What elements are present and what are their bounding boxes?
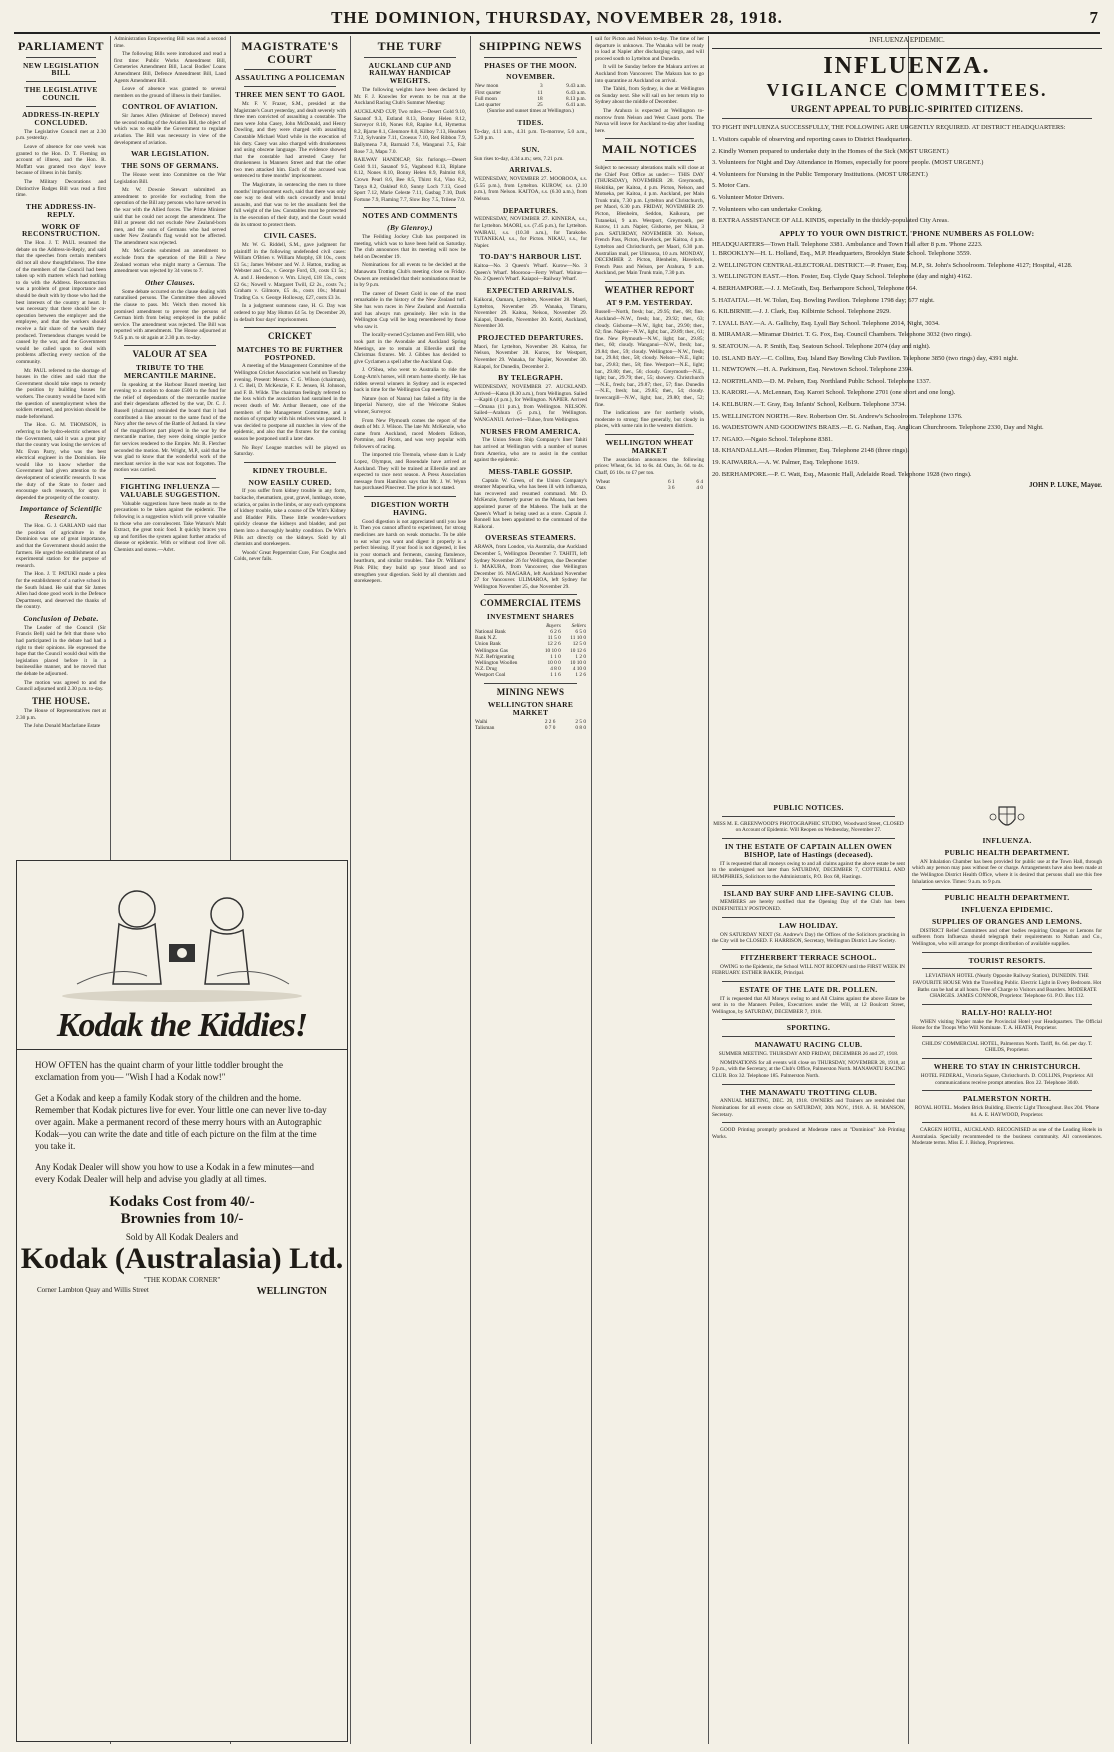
kodak-tagline: "THE KODAK CORNER" — [143, 1276, 221, 1284]
notice-heading: ISLAND BAY SURF AND LIFE-SAVING CLUB. — [723, 888, 894, 898]
brownie-price: Brownies from 10/- — [120, 1211, 244, 1227]
notice-body: IT is requested that All Moneys owing to and All Claims against the above Estate be sent in to the Manners Pollen, Executrices under the Will, at 12 Boulcott Street, Wellington, by SATURDAY, DECEMBER 7, 1918. — [712, 995, 905, 1015]
subheadline: MESS-TABLE GOSSIP. — [488, 466, 573, 476]
subheadline: NURSES FROM AMERICA. — [480, 426, 581, 436]
subheadline: CONTROL OF AVIATION. — [122, 102, 218, 112]
article-paragraph: Leave of absence for one week was granted to the Hon. D. T. Fleming on account of illness, and the Hon. R. Moffatt was granted two days' leave because of illness in his family. — [16, 144, 106, 177]
table-cell: Wellington Woollen — [475, 660, 518, 666]
article-paragraph: The locally-owned Cyclamen and Fern Hill, who took part in the Avondale and Auckland Spring Meetings, are to remain at Ellerslie until the Christmas fixtures. Mr. J. Gibbes has decided to give Cyclamen a spell after the Auckland Cup. — [354, 332, 466, 365]
hotel-ad: ROYAL HOTEL. Modern Brick Building. Electric Light Throughout. Box 204. 'Phone 84. A. E. HAYWOOD, Proprietor. — [914, 1104, 1100, 1118]
column-rule — [708, 36, 709, 1744]
subheadline: DEPARTURES. — [502, 205, 559, 215]
notice-heading: INFLUENZA. — [823, 53, 991, 79]
headline: PUBLIC NOTICES. — [773, 803, 844, 812]
notice-body: SUMMER MEETING. THURSDAY AND FRIDAY, DECEMBER 26 and 27, 1918. — [718, 1051, 899, 1058]
subheadline: MATCHES TO BE FURTHER POSTPONED. — [236, 344, 344, 362]
table-cell: Full moon — [475, 95, 497, 102]
mining-row — [474, 725, 587, 731]
notice-heading: THE MANAWATU TROTTING CLUB. — [739, 1087, 877, 1097]
article-paragraph: Some debate occurred on the clause dealing with naturalised persons. The Committee then allowed the clause to pass. Mr. Veitch then moved his promised amendment to prevent the persons of German birth from being employed in the public service. The amendment was rejected. The Bill was reported with amendments. The House adjourned at 9.45 p.m. to sit again at 2.30 p.m. to-day. — [114, 288, 226, 341]
subheadline: SUPPLIES OF ORANGES AND LEMONS. — [931, 916, 1083, 926]
article-paragraph: The career of Desert Gold is one of the most remarkable in the history of the New Zealand turf. She has won races in New Zealand and Australia and has always run genuinely. Her win in the Wellington Cup will be long remembered by those who saw it. — [354, 290, 466, 330]
kodak-price: Kodaks Cost from 40/- — [109, 1194, 255, 1210]
table-cell: 8.13 p.m. — [565, 95, 586, 102]
article-paragraph: The Leader of the Council (Sir Francis Bell) said he felt that those who had participated in the debate had had a right to their opinions. He expressed the hope that the Council would deal with the legislation placed before it in a businesslike manner, and he moved that the debate be adjourned. — [16, 624, 106, 677]
headline: SPORTING. — [786, 1023, 831, 1033]
district-item: 7. LYALL BAY.—A. A. Gallichy, Esq. Lyall Bay School. Telephone 2014, Night, 3034. — [712, 319, 940, 327]
subheadline: SUN. — [521, 144, 540, 154]
column-health-and-hotels — [912, 800, 1102, 1744]
headline: MAGISTRATE'S COURT — [241, 39, 339, 66]
subheadline: FIGHTING INFLUENZA — VALUABLE SUGGESTION. — [119, 481, 221, 499]
article-paragraph: Good digestion is not appreciated until you lose it. Then you cannot afford to experiment, for strong medicines are harsh on weak stomachs. To be able to eat what you want and digest it properly is a perfect blessing. If your food is not digested, it lies in your stomach and ferments, causing flatulence, heartburn, and similar troubles. Take Dr. Williams' Pink Pills; they build up your blood and so strengthen your digestion. Sold by all chemists and storekeepers. — [354, 518, 466, 585]
produce-table — [595, 479, 704, 491]
table-cell: N.Z. Refrigerating — [475, 653, 515, 660]
subheadline: BY TELEGRAPH. — [498, 373, 563, 383]
headline: THE TURF — [377, 39, 443, 53]
table-cell: First quarter — [475, 89, 502, 96]
table-cell: 1 1 0 — [550, 653, 561, 660]
table-cell: 3 — [539, 83, 543, 90]
table-cell: 11 5 0 — [547, 635, 561, 642]
requirement-item: 7. Volunteers who can undertake Cooking. — [712, 205, 823, 213]
table-cell: New moon — [475, 83, 499, 90]
notice-heading: ESTATE OF THE LATE DR. POLLEN. — [739, 984, 878, 994]
subheadline: MINING NEWS — [496, 686, 565, 697]
district-item: 4. BERHAMPORE.—J. J. McGrath, Esq. Berhampore School, Telephone 664. — [712, 285, 918, 293]
article-paragraph: The Tahiti, from Sydney, is due at Wellington on Sunday next. She will sail on her return trip to Sydney about the middle of December. — [595, 86, 704, 106]
subheadline: AT 9 P.M. YESTERDAY. — [606, 298, 693, 308]
notice-heading: PALMERSTON NORTH. — [962, 1094, 1052, 1104]
kodak-paragraph: HOW OFTEN has the quaint charm of your little toddler brought the exclamation from you— "Wish I had a Kodak now!" — [35, 1060, 284, 1082]
subheadline: EXPECTED ARRIVALS. — [486, 286, 575, 296]
column-shipping-continued — [595, 36, 704, 1744]
kodak-city: WELLINGTON — [256, 1286, 327, 1297]
notice-body: NOMINATIONS for all events will close on THURSDAY, NOVEMBER 28, 1918, at 9 p.m., with the Secretary, at the Club's Office, Palmerston North. MANAWATU RACING CLUB. Box 32. Telephone 185. Palmerston North. — [712, 1059, 905, 1079]
subheadline: COMMERCIAL ITEMS — [479, 598, 582, 609]
apply-heading: APPLY TO YOUR OWN DISTRICT. 'PHONE NUMBERS AS FOLLOW: — [779, 228, 1035, 238]
article-paragraph: The Hon. J. T. PATUKI made a plea for the establishment of a native school in the South Island. He said that Sir James Allen had done good work in the Defence Department, and deserved the thanks of the country. — [16, 571, 106, 611]
article-paragraph: The Feilding Jockey Club has postponed its meeting, which was to have been held on Saturday. The club announces that its meeting will now be held on December 19. — [354, 234, 466, 260]
districts-list — [712, 249, 1102, 479]
table-cell: N.Z. Drug — [475, 666, 497, 673]
headline: MAIL NOTICES — [601, 142, 698, 157]
article-paragraph: Subject to necessary alterations mails will close at the Chief Post Office as under:— THIS DAY (THURSDAY), NOVEMBER 28. Greymouth, Hokitika, per Kaitoa, 4 p.m. Picton, Nelson, and Motueka, per Kaitoa, 4 p.m. Auckland, per Main Trunk train, 7.30 p.m. Lyttelton and Christchurch, per Maori, 6.30 p.m. FRIDAY, NOVEMBER 29. Picton, Blenheim, Seddon, Kaikoura, per Tutanekai, 9 a.m. Westport, Greymouth, per Kurow, 11 a.m. Napier, Gisborne, per Nikau, 3 p.m. SATURDAY, NOVEMBER 30. Nelson, French Pass, Picton, Havelock, per Kaitoa, 4 p.m. Lyttelton and Christchurch, per Maori, 6.30 p.m. Australian mail, per Ulimaroa, 10 a.m. MONDAY, DECEMBER 2. Picton, Blenheim, Havelock, French Pass and Nelson, per Arahura, 9 a.m. Auckland, per Main Trunk train, 7.30 p.m. — [595, 164, 704, 277]
column-rule — [591, 36, 592, 1744]
article-paragraph: Mr. PAUL referred to the shortage of houses in the cities and said that the Government should take steps to remedy the position by building houses for workers. The country would be faced with the question of unemployment when the soldiers returned, and provision should be made beforehand. — [16, 367, 106, 420]
article-paragraph: In a judgment summons case, H. G. Day was ordered to pay May Hutton £4 5s. by December 20, in default four days' imprisonment. — [234, 303, 346, 323]
article-paragraph: The association announces the following prices: Wheat, 6s. 1d. to 6s. 4d. Oats, 3s. 6d. to 4s. Chaff, £6 10s. to £7 per ton. — [595, 456, 704, 476]
table-cell: 6 2 6 — [550, 628, 561, 635]
district-item: 16. WADESTOWN AND GOODWIN'S BRAES.—E. G. Nathan, Esq. Anglican Churchroom. Telephone 2330, Day and Night. — [712, 424, 1044, 432]
column-the-turf — [354, 36, 466, 1744]
table-cell: 6.43 a.m. — [566, 89, 586, 96]
notice-heading: MANAWATU RACING CLUB. — [754, 1040, 863, 1050]
headline: SHIPPING NEWS — [479, 39, 582, 53]
subheadline: THE HOUSE. — [31, 695, 90, 706]
article-paragraph: It will be Sunday before the Makura arrives at Auckland from Vancouver. The Makura has to go into quarantine at Auckland on arrival. — [595, 64, 704, 84]
masthead-title: THE DOMINION, THURSDAY, NOVEMBER 28, 1918. — [331, 8, 783, 27]
signoff: JOHN P. LUKE, Mayor. — [1029, 481, 1102, 490]
district-item: 18. KHANDALLAH.—Roden Plimmer, Esq. Telephone 2148 (three rings). — [712, 447, 910, 455]
notice-appeal: URGENT APPEAL TO PUBLIC-SPIRITED CITIZENS. — [790, 104, 1024, 114]
table-cell: Talisman — [475, 725, 495, 731]
article-paragraph: If you suffer from kidney trouble in any form, backache, rheumatism, gout, gravel, lumbago, stone, sciatica, or pains in the limbs, or any such symptoms of kidney trouble, take a course of De Witt's Kidney and Bladder Pills. These little wonder-workers quickly cleanse the kidneys and bladder, and put them into a thoroughly healthy condition. De Witt's Pills act directly on the kidneys. Sold by all chemists and storekeepers. — [234, 488, 346, 548]
requirements-list — [712, 135, 1102, 226]
article-paragraph: Valuable suggestions have been made as to the precautions to be taken against the epidemic. The following is a suggestion which will prove valuable to those who are convalescent. Take Watson's Malt Extract, the great tonic food. It quickly braces you up and fortifies the system against further attacks of disease or epidemic. With or without cod liver oil. Chemists and stores.—Advt. — [114, 500, 226, 553]
kodak-paragraph: Any Kodak Dealer will show you how to use a Kodak in a few minutes—and every Kodak Dealer will help and advise you gladly at all times. — [35, 1162, 314, 1184]
subheadline: Conclusion of Debate. — [23, 613, 99, 623]
article-paragraph: Maori, for Lyttelton, November 28. Kaitoa, for Nelson, November 28. Kurow, for Westport, November 29. Wanaka, for Napier, November 30. Kaiapoi, for Dunedin, December 2. — [474, 343, 587, 370]
subheadline: KIDNEY TROUBLE. — [252, 465, 328, 475]
article-paragraph: The Union Steam Ship Company's liner Tahiti has arrived at Wellington with a number of nurses from America, who are to assist in the combat against the epidemic. — [474, 437, 587, 464]
article-paragraph: No Boys' League matches will be played on Saturday. — [234, 444, 346, 458]
subheadline: ARRIVALS. — [509, 165, 552, 175]
district-item: 13. KARORI.—A. McLennan, Esq. Karori School. Telephone 2701 (one short and one long). — [712, 389, 956, 397]
kodak-paragraph: Get a Kodak and keep a family Kodak story of the children and the home. Remember that Kodak pictures live for ever. Your little one can never live to-day over again. Make a permanent record of these merry hours with an Autographic Kodak—you can write the date and title of each picture on the film at the time you take it. — [35, 1093, 327, 1151]
article-paragraph: The Military Decorations and Distinctive Badges Bill was read a first time. — [16, 179, 106, 199]
moon-phases-table — [474, 83, 587, 108]
table-cell: 1 2 6 — [575, 672, 586, 679]
kodak-headline: Kodak the Kiddies! — [56, 1007, 308, 1044]
table-cell: 10 0 0 — [547, 660, 561, 666]
article-paragraph: The Hon. G. M. THOMSON, in referring to the hydro-electric schemes of the Government, said it was a great pity that the country was losing the services of Mr. Evan Parry, who was the best electrical engineer in the Dominion. He would like to know whether the Government had given attention to the development of scientific research. It was the duty of the State to foster and encourage such research, for upon it depended the prosperity of the country. — [16, 422, 106, 501]
subheadline: Importance of Scientific Research. — [19, 504, 103, 522]
page-number: 7 — [1089, 8, 1098, 27]
headline: PARLIAMENT — [17, 39, 105, 53]
table-cell: 1 1 6 — [550, 672, 561, 679]
article-paragraph: The John Donald Macfarlane Estate — [24, 723, 101, 730]
article-paragraph: (Sunrise and sunset times at Wellington.) — [487, 108, 574, 115]
headline: PUBLIC HEALTH DEPARTMENT. — [944, 847, 1070, 857]
subheadline: CIVIL CASES. — [263, 231, 317, 241]
notice-subheading: VIGILANCE COMMITTEES. — [766, 80, 1048, 100]
byline: (By Glenroy.) — [387, 223, 433, 233]
notice-intro: TO FIGHT INFLUENZA SUCCESSFULLY, THE FOLLOWING ARE URGENTLY REQUIRED. AT DISTRICT HEADQUARTERS: — [712, 124, 1066, 132]
article-paragraph: Nominations for all events to be decided at the Manawatu Trotting Club's meeting close on Friday. Owners are reminded that their nominations must be in by 9 p.m. — [354, 262, 466, 289]
subheadline: Other Clauses. — [144, 277, 196, 287]
column-public-notices — [712, 800, 905, 1744]
notice-studio: MISS M. E. GREENWOOD'S PHOTOGRAPHIC STUDIO, Woodward Street, CLOSED on Account of Epidemic. Will Reopen on Wednesday, November 27. — [713, 820, 904, 834]
article-paragraph: The imported trio Tremola, whose dam is Lady Lopez, Olympus, and Rosendale have arrived at Auckland. They will be trained at Ellerslie and are expected to race next season. A Press Association message from Hamilton says that Mr. J. W. Wynn has purchased Pinecrest. The price is not stated. — [354, 452, 466, 492]
hotel-ad: WHEN visiting Napier make the Provincial Hotel your Headquarters. The Official Home for the Troops Who Will Nominate. T. A. HEATH, Proprietor. — [912, 1018, 1102, 1032]
kodak-company: Kodak (Australasia) Ltd. — [20, 1242, 344, 1275]
subheadline: PROJECTED DEPARTURES. — [477, 332, 584, 342]
subheadline: INFLUENZA EPIDEMIC. — [961, 905, 1053, 914]
table-cell: Bank N.Z. — [475, 635, 498, 642]
article-paragraph: Leave of absence was granted to several members on the ground of illness in their families. — [114, 86, 226, 99]
subheadline: OVERSEAS STEAMERS. — [485, 533, 576, 543]
hotel-ad: CHILDS' COMMERCIAL HOTEL, Palmerston North. Tariff, 8s. 6d. per day. T. CHILDS, Proprietor. — [921, 1040, 1093, 1054]
district-item: 17. NGAIO.—Ngaio School. Telephone 8381. — [712, 435, 833, 443]
district-item: 5. HATAITAI.—H. W. Tolan, Esq. Bowling Pavilion. Telephone 1798 day; 677 night. — [712, 296, 935, 304]
notice-body: DISTRICT Relief Committees and other bodies requiring Oranges or Lemons for sufferers from Influenza should telegraph their requirements to Nathan and Co., Wellington, who will arrange for prompt distribution of available supplies. — [912, 927, 1102, 947]
subheadline: ADDRESS-IN-REPLY CONCLUDED. — [22, 110, 100, 127]
table-cell: 2 2 6 — [544, 718, 556, 725]
column-parliament — [16, 36, 106, 852]
table-header-cell: Sellers — [571, 622, 586, 629]
table-cell: 4 8 0 — [550, 666, 561, 673]
article-paragraph: Kaitoa—No. 3 Queen's Wharf. Kurow—No. 3 Queen's Wharf. Moorooa—Ferry Wharf. Wairau—No. 2 Queen's Wharf. Kaiapoi—Railway Wharf. — [474, 263, 587, 283]
table-cell: 3 6 — [667, 484, 675, 491]
article-paragraph: J. O'Shea, who went to Australia to ride the Long-Arm's horses, will return home shortly. He has ridden several winners in Sydney and is expected back in time for the Wellington Cup meeting. — [354, 367, 466, 394]
notice-body: ON SATURDAY NEXT (St. Andrew's Day) the Offices of the Solicitors practising in the City will be CLOSED. F. HARRISON, Secretary, Wellington District Law Society. — [712, 931, 905, 945]
table-cell: 6.41 a.m. — [566, 101, 586, 108]
article-paragraph: The House went into Committee on the War Legislation Bill. — [114, 171, 226, 185]
article-paragraph: Mr. McCombs submitted an amendment to exclude from the operation of the Bill a New Zealand woman who might marry a German. The amendment was rejected by 34 votes to 7. — [114, 248, 226, 275]
table-cell: 6 1 — [667, 478, 675, 485]
notice-heading: LAW HOLIDAY. — [779, 920, 838, 930]
article-paragraph: The Legislative Council met at 2.30 p.m. yesterday. — [16, 128, 106, 142]
table-cell: 10 12 6 — [570, 647, 586, 654]
subheadline: WORK OF RECONSTRUCTION. — [21, 221, 101, 239]
article-paragraph: The indications are for northerly winds, moderate to strong; fine generally, but cloudy in places, with some rain in the western districts. — [595, 410, 704, 430]
notice-heading: FITZHERBERT TERRACE SCHOOL. — [740, 952, 877, 962]
section-label: INFLUENZA EPIDEMIC. — [869, 36, 945, 44]
article-paragraph: The motion was agreed to and the Council adjourned until 2.30 p.m. to-day. — [16, 679, 106, 693]
article-paragraph: The Hon. J. T. PAUL resumed the debate on the Address-in-Reply, and said that the speeches from certain members did not all show thoughtfulness. The time of the members of the Council had been taken up with matters which had nothing to do with the Address. Reconstruction was a problem of great importance and should be dealt with by those who had the best interests of the country at heart. It was necessary that there should be co-operation between the employer and the employee, and that the workers should receive a fair share of the wealth they produced. Tremendous changes would be caused by the war, and the Government would be called upon to deal with problems affecting every section of the community. — [16, 240, 106, 365]
district-item: 2. WELLINGTON CENTRAL-ELECTORAL DISTRICT.—P. Fraser, Esq., M.P., St. John's Schoolroom. Telephone 4127; Hospital, 4128. — [712, 261, 1073, 269]
subheadline: INVESTMENT SHARES — [486, 611, 575, 621]
requirement-item: 5. Motor Cars. — [712, 182, 750, 190]
article-paragraph: AUCKLAND CUP, Two miles.—Desert Gold 9.10, Sasanof 9.3, Estland 8.13, Bonny Helen 8.12, Surveyor 8.10, Nones 8.8, Rapine 8.4, Hymettus 8.2, Bjarne 8.1, Glenmore 8.0, Kilboy 7.13, Hearken 7.12, Sylvanite 7.11, Croesus 7.10, Red Ribbon 7.9, Ballymena 7.8, Barmaid 7.6, Wanganui 7.5, Fair Rose 7.3, Mapu 7.0. — [354, 109, 466, 155]
notice-heading: WHERE TO STAY IN CHRISTCHURCH. — [933, 1062, 1081, 1072]
district-item: 15. WELLINGTON NORTH.—Rev. Robertson Orr. St. Andrew's Schoolroom. Telephone 1376. — [712, 412, 963, 420]
table-cell: 4 0 — [696, 484, 703, 491]
district-item: 1. BROOKLYN—H. L. Holland, Esq., M.P. Headquarters, Brooklyn State School. Telephone 3559. — [712, 250, 972, 258]
notice-body: OWING to the Epidemic, the School WILL NOT REOPEN until the FIRST WEEK IN FEBRUARY. ESTHER BAKER, Principal. — [712, 963, 905, 977]
table-cell: National Bank — [475, 628, 506, 635]
requirement-item: 1. Visitors capable of observing and reporting cases to District Headquarters. — [712, 136, 912, 144]
district-item: 8. MIRAMAR.—Miramar District. T. G. Fox, Esq. Council Chambers. Telephone 3032 (two rings). — [712, 331, 972, 339]
subheadline: NOW EASILY CURED. — [248, 477, 332, 487]
article-paragraph: Nature (son of Nanna) has failed a fifty in the Imperial Nursery, sire of the Welcome Stakes winner, Surveyor. — [354, 395, 466, 415]
article-paragraph: Sun rises to-day, 4.34 a.m.; sets, 7.21 p.m. — [474, 155, 564, 162]
subheadline: CRICKET — [267, 331, 313, 342]
table-cell: Union Bank — [475, 641, 501, 648]
coat-of-arms-icon — [987, 803, 1027, 833]
subheadline: AUCKLAND CUP AND RAILWAY HANDICAP WEIGHTS. — [368, 60, 452, 86]
article-paragraph: The Magistrate, in sentencing the men to three months' imprisonment each, said that there was only one way to deal with such cowardly and brutal assaults, and that was to let the assailants feel the full weight of the law. Constables must be protected in the execution of their duty, and the Court would do its utmost to protect them. — [234, 182, 346, 228]
masthead — [14, 6, 1100, 34]
article-paragraph: Captain W. Green, of the Union Company's steamer Mapourika, who has been ill with influenza, has recovered and resumed command. Mr. D. McKenzie, formerly purser on the Moana, has been appointed purser of the Maheno. The hulk at the Queen's Wharf is being used as a store. Captain J. Bonnell has been appointed to the command of the Kaikorai. — [474, 477, 587, 530]
district-item: 19. KAIWARRA.—A. W. Palmer, Esq. Telephone 1619. — [712, 458, 860, 466]
district-item: 3. WELLINGTON EAST.—Hon. Foster, Esq. Clyde Quay School. Telephone (day and night) 4162. — [712, 273, 973, 281]
article-paragraph: Administration Empowering Bill was read a second time. — [114, 36, 226, 49]
notice-heading: RALLY-HO! RALLY-HO! — [961, 1007, 1053, 1017]
subheadline: WAR LEGISLATION. — [130, 149, 209, 159]
article-paragraph: The following Bills were introduced and read a first time: Public Works Amendment Bill, Cemeteries Amendment Bill, Local Bodies' Loans Amendment Bill, Defence Amendment Bill, Land Agents Amendment Bill. — [114, 51, 226, 84]
headline: INFLUENZA. — [982, 836, 1032, 845]
subheadline: TRIBUTE TO THE MERCANTILE MARINE. — [123, 362, 217, 380]
requirement-item: 8. EXTRA ASSISTANCE OF ALL KINDS, especially in the thickly-populated City Areas. — [712, 217, 949, 225]
table-cell: 6 5 0 — [575, 628, 586, 635]
article-paragraph: Russell—North, fresh; bar., 29.95; ther., 68; fine. Auckland—N.W., fresh; bar., 29.92; ther., 63; cloudy. Gisborne—N.W., light; bar., 29.90; ther., 62; fine. Napier—N.W., light; bar., 29.89; ther., 61; fine. New Plymouth—N.W., light; bar., 29.85; ther., 60; cloudy. Wanganui—N.W., fresh; bar., 29.84; ther., 59; cloudy. Wellington—N.W., fresh; bar., 29.84; ther., 58; cloudy. Nelson—N.E., light; bar., 29.83; ther., 58; fine. Westport—N.E., light; bar., 29.80; ther., 56; cloudy. Greymouth—N.E., light; bar., 29.79; ther., 55; showery. Christchurch—N.E., fresh; bar., 29.87; ther., 57; fine. Dunedin—N.E., fresh; bar., 29.85; ther., 54; cloudy. Invercargill—N.W., light; bar., 29.80; ther., 52; fine. — [595, 309, 704, 408]
article-paragraph: RAILWAY HANDICAP, Six furlongs.—Desert Gold 9.11, Sasanof 9.5, Vagabond 8.13, Biplane 8.12, Nones 8.10, Bonny Helen 8.9, Palmist 8.8, Crown Pearl 8.6, Bee 8.5, Thirst 8.4, Vino 8.2, Tanya 8.2, Oakleaf 8.0, Sunny Loch 7.13, Good Sport 7.12, Marie Celeste 7.11, Gasbag 7.10, Dark Fortune 7.9, Flaming 7.7, Slow Boy 7.5, Trilene 7.0. — [354, 157, 466, 203]
requirement-item: 2. Kindly Women prepared to undertake duty in the Homes of the Sick (MOST URGENT.) — [712, 147, 949, 155]
article-paragraph: Mr. W. G. Riddell, S.M., gave judgment for plaintiff in the following undefended civil cases: William O'Brien v. William Murphy, £8 10s., costs £1 5s.; James Webster and W. J. Hatton, trading as Webster and Co., v. George Ford, £9, costs £1 5s.; A. and J. Henderson v. Wm. Lloyd, £18 13s., costs £2 6s.; Nowell v. Margaret Twill, £2 2s., costs 7s.; Graham v. Gilmore, £5 4s., costs 10s.; Mutual Trading Co. v. George Holloway, £27, costs £3 3s. — [234, 242, 346, 301]
column-rule — [350, 36, 351, 1744]
article-paragraph: The Arahura is expected at Wellington to-morrow from Nelson and West Coast ports. The Navua will leave for Auckland to-day after loading here. — [595, 107, 704, 134]
subheadline: DIGESTION WORTH HAVING. — [370, 500, 450, 517]
table-cell: Waihi — [475, 718, 488, 725]
table-cell: 4 10 0 — [572, 666, 586, 673]
subheadline: ASSAULTING A POLICEMAN — [235, 73, 345, 83]
share-row — [474, 672, 587, 678]
headline: PUBLIC HEALTH DEPARTMENT. — [944, 893, 1070, 903]
column-magistrates-court — [234, 36, 346, 1744]
article-paragraph: Kaikorai, Oamaru, Lyttelton, November 28. Maori, Lyttelton, November 29. Wanaka, Timaru, November 29. Kaitoa, Nelson, November 29. Kaiapoi, Dunedin, November 30. Kotiti, Auckland, November 30. — [474, 296, 587, 330]
table-cell: 0 8 0 — [575, 725, 586, 731]
notice-body: GOOD Printing promptly produced at Moderate rates at "Dominion" Job Printing Works. — [712, 1127, 905, 1140]
mining-prices-table — [474, 719, 587, 731]
subheadline: NOTES AND COMMENTS — [362, 211, 458, 221]
requirement-item: 3. Volunteers for Night and Day Attendance in Homes, especially for poorer people. (MOST URGENT.) — [712, 159, 984, 167]
produce-row — [595, 485, 704, 491]
article-paragraph: To-day, 4.11 a.m., 4.31 p.m. To-morrow, 5.0 a.m., 5.20 p.m. — [474, 128, 587, 142]
table-cell: Wheat — [596, 478, 610, 485]
subheadline: TIDES. — [517, 117, 544, 127]
table-cell: 2 5 0 — [575, 718, 586, 725]
table-cell: 11 10 0 — [570, 635, 586, 642]
district-item: 6. KILBIRNIE.—J. J. Clark, Esq. Kilbirnie School. Telephone 2929. — [712, 308, 891, 316]
kodak-address: Corner Lambton Quay and Willis Street — [37, 1286, 149, 1294]
headline: WEATHER REPORT — [604, 285, 695, 295]
table-cell: 11 — [537, 89, 543, 96]
article-paragraph: Mr. W. Downie Stewart submitted an amendment to provide for excluding from the operation of the Bill any persons who have served in the war with the Allied forces. The Prime Minister said that he could not accept the amendment. The Bill at present did not exclude New Zealand-born men, and the sons of Germans who had served under New Zealand's flag would not be affected. The amendment was rejected. — [114, 187, 226, 246]
article-paragraph: The House of Representatives met at 2.30 p.m. — [16, 708, 106, 721]
article-paragraph: WEDNESDAY, NOVEMBER 27. MOOROOA, s.s. (5.55 p.m.), from Lyttelton. KUROW, s.s. (2.10 p.m.), from Nelson. KAITOA, s.s. (6.30 a.m.), from Nelson. — [474, 176, 587, 202]
table-cell: 12 5 0 — [572, 641, 586, 648]
district-item: 20. BERHAMPORE.—P. C. Watt, Esq., Masonic Hall, Adelaide Road. Telephone 1928 (two rings). — [712, 470, 972, 478]
notice-body: AN Inhalation Chamber has been provided for public use at the Town Hall, through which any person may pass without fee or charge. Arrangements have also been made at the Wellington District Health Office, where it is desired that persons shall use this free Inhalation service. Times: 9 a.m. to 9 p.m. — [912, 858, 1102, 885]
article-paragraph: From New Plymouth comes the report of the death of Mr. J. Wilson. The late Mr. McKenzie, who came from Auckland, raced Modern Edison, Portmine, and Picots, and was very popular with followers of racing. — [354, 417, 466, 450]
article-paragraph: In speaking at the Harbour Board meeting last evening to a motion to donate £500 to the fund for the relief of dependants of the mercantile marine and their dependants affected by the war, Dr. C. J. Russell (chairman) reminded the board that it had contributed a like amount to the same fund of the Navy after the news of the Battle of Jutland. In view of the magnificent part played in the war by the mercantile marine, they were doing simple justice for services rendered to the Empire. Mr. R. Fletcher seconded the motion. Mr. Wright, M.P., said that he was glad to know that the wonderful work of the merchant service in the war was not forgotten. The motion was carried. — [114, 381, 226, 474]
notice-body: ANNUAL MEETING, DEC. 28, 1918. OWNERS and Trainers are reminded that Nominations for all events close on SATURDAY, 30th NOV., 1918. A. H. MANSON, Secretary. — [712, 1098, 905, 1118]
kodak-dealers: Sold by All Kodak Dealers and — [125, 1232, 239, 1242]
table-cell: Wellington Gas — [475, 647, 508, 654]
table-cell: 9.43 a.m. — [566, 83, 586, 90]
table-cell: 25 — [537, 101, 543, 108]
article-paragraph: sail for Picton and Nelson to-day. The time of her departure is unknown. The Wanaka will be ready to load at Napier after discharging cargo, and will proceed south to Lyttelton and Dunedin. — [595, 36, 704, 62]
table-header-cell: Buyers — [546, 622, 561, 629]
requirement-item: 4. Volunteers for Nursing in the Public Temporary Institutions. (MOST URGENT.) — [712, 170, 928, 178]
table-cell: Westport Coal — [475, 672, 506, 679]
district-item: 11. NEWTOWN.—H. A. Parkinson, Esq. Newtown School. Telephone 2394. — [712, 366, 913, 374]
table-cell: 6 4 — [696, 478, 703, 485]
subheadline: WELLINGTON SHARE MARKET — [487, 700, 574, 717]
subheadline: PHASES OF THE MOON. — [484, 60, 577, 70]
article-paragraph: ARAWA, from London, via Australia, due Auckland December 5, Wellington December 7. TAHITI, left Sydney November 26 for Wellington, due December 1. MAKURA, from Vancouver, due Wellington December 16. NIAGARA, left Auckland November 27 for Vancouver. ULIMAROA, left Sydney for Wellington November 25, due November 29. — [474, 544, 587, 590]
subheadline: NEW LEGISLATION BILL — [22, 60, 100, 78]
subheadline: THREE MEN SENT TO GAOL — [235, 90, 345, 100]
district-item: 14. KELBURN.—T. Gray, Esq. Infants' School, Kelburn. Telephone 3734. — [712, 400, 906, 408]
influenza-notice — [712, 36, 1102, 796]
table-cell: 18 — [537, 95, 543, 102]
article-paragraph: The Hon. G. J. GARLAND said that the position of agriculture in the Dominion was one of great importance, and that the Government should assist the farmers. He urged the establishment of an experimental station for the purpose of research. — [16, 523, 106, 569]
article-paragraph: The following weights have been declared by Mr. F. J. Knowles for events to be run at the Auckland Racing Club's Summer Meeting: — [354, 87, 466, 107]
article-paragraph: WEDNESDAY, NOVEMBER 27. KINNERA, s.s., for Lyttelton. MAORI, s.s. (7.45 p.m.), for Lyttelton. WAIRAU, s.s. (10.30 a.m.), for Tarakohe. TUTANEKAI, s.s., for Picton. NIKAU, s.s., for Napier. — [474, 216, 587, 249]
share-prices-table — [474, 623, 587, 679]
article-paragraph: Mr. F. V. Frazer, S.M., presided at the Magistrate's Court yesterday, and dealt severely with three men convicted of assaulting a constable. The men were John Casey, John McDonald, and Henry Dowling, and they were charged with assaulting Constable Michael Ward while in the execution of his duty. Casey was also charged with drunkenness and using obscene language. The evidence showed that the constable had arrested Casey for drunkenness in Manners Street and that the other two men attacked him. Each of the accused was sentenced to three months' imprisonment. — [234, 100, 346, 180]
article-paragraph: A meeting of the Management Committee of the Wellington Cricket Association was held on Tuesday evening. Present: Messrs. C. G. Wilson (chairman), J. C. Bell, D. McKenzie, F. E. Jensen, H. Johnson, and F. B. Wilde. The chairman feelingly referred to the loss which the association had sustained in the recent death of Mr. Arthur Bennett, one of the members of the Management Committee, and a motion of sympathy with his relatives was passed. It was decided to postpone all matches in view of the epidemic, and also that the fixtures for the coming season be postponed until a later date. — [234, 363, 346, 442]
district-item: 12. NORTHLAND.—D. M. Pelsen, Esq. Northland Public School. Telephone 1337. — [712, 377, 931, 385]
subheadline: VALOUR AT SEA — [132, 349, 208, 360]
table-cell: Last quarter — [475, 101, 501, 108]
article-paragraph: Woods' Great Peppermint Cure, For Coughs and Colds, never fails. — [234, 549, 346, 563]
hotel-ad: CARGEN HOTEL, AUCKLAND. RECOGNISED as one of the Leading Hotels in Australasia. Specially recommended to the business community. All conveniences. Moderate terms. Miss E. J. Bishop, Proprietress. — [912, 1127, 1102, 1147]
table-cell: 1 2 0 — [575, 653, 586, 660]
table-cell: 12 2 6 — [547, 641, 561, 648]
table-cell: Oats — [596, 484, 606, 491]
subheadline: THE ADDRESS-IN-REPLY. — [25, 201, 97, 219]
column-shipping-news — [474, 36, 587, 1744]
table-cell: 10 10 0 — [544, 647, 561, 654]
hotel-ad: LEVIATHAN HOTEL (Nearly Opposite Railway Station), DUNEDIN. THE FAVOURITE HOUSE With the Travelling Public. Electric Light in Every Bedroom. Hot Baths can be had at all hours. Free of Charge to Visitors and Boarders. MODERATE CHARGES. JAMES CONNOR, Proprietor. Telephone 61. P.O. Box 112. — [912, 973, 1102, 1000]
notice-heading: IN THE ESTATE OF CAPTAIN ALLEN OWEN BISHOP, late of Hastings (deceased). — [724, 842, 893, 859]
article-paragraph: Sir James Allen (Minister of Defence) moved the second reading of the Aviation Bill, the object of which was to enable the Government to regulate aviation. The Bill was necessary in view of the development of aviation. — [114, 113, 226, 146]
table-cell: 0 7 0 — [544, 725, 556, 731]
subheadline: NOVEMBER. — [506, 72, 555, 82]
notice-body: MEMBERS are hereby notified that the Opening Day of the Club has been INDEFINITELY POSTPONED. — [712, 899, 905, 913]
notice-body: IT is requested that all moneys owing to and all claims against the above estate be sent to the undersigned not later than SATURDAY, DECEMBER 7, COTTERILL AND HUMPHRIES, Solicitors to the Administratrix, P.O. Box 68, Hastings. — [712, 860, 905, 880]
subheadline: THE LEGISLATIVE COUNCIL — [24, 85, 98, 103]
hotel-ad: HOTEL FEDERAL, Victoria Square, Christchurch. D. COLLINS, Proprietor. All communications receive prompt attention. Box 22. Telephone 3040. — [920, 1072, 1094, 1086]
headquarters-line: HEADQUARTERS—Town Hall. Telephone 3381. Ambulance and Town Hall after 8 p.m. 'Phone 2223. — [712, 240, 983, 248]
article-paragraph: WEDNESDAY, NOVEMBER 27. AUCKLAND. Arrived—Katoa (8.30 a.m.), from Wellington. Sailed—Kapiti (4 p.m.), for Wellington. NAPIER. Arrived—Omana (11 p.m.), from Wellington. NELSON. Sailed—Arahura (5 p.m.), for Wellington. WANGANUI. Arrived—Tuhoe, from Wellington. — [474, 384, 587, 423]
district-item: 9. SEATOUN.—A. P. Smith, Esq. Seatoun School. Telephone 2074 (day and night). — [712, 343, 931, 350]
table-cell: 10 10 0 — [570, 660, 586, 666]
subheadline: THE SONS OF GERMANS. — [121, 161, 219, 171]
subheadline: WELLINGTON WHEAT MARKET — [605, 438, 694, 455]
column-parliament-continued — [114, 36, 226, 852]
district-item: 10. ISLAND BAY.—C. Collins, Esq. Island Bay Bowling Club Pavilion. Telephone 3850 (two rings) day, 4391 night. — [712, 354, 1019, 362]
column-rule — [470, 36, 471, 1744]
requirement-item: 6. Volunteer Motor Drivers. — [712, 194, 785, 201]
headline: TOURIST RESORTS. — [968, 955, 1046, 965]
subheadline: TO-DAY'S HARBOUR LIST. — [479, 252, 582, 262]
